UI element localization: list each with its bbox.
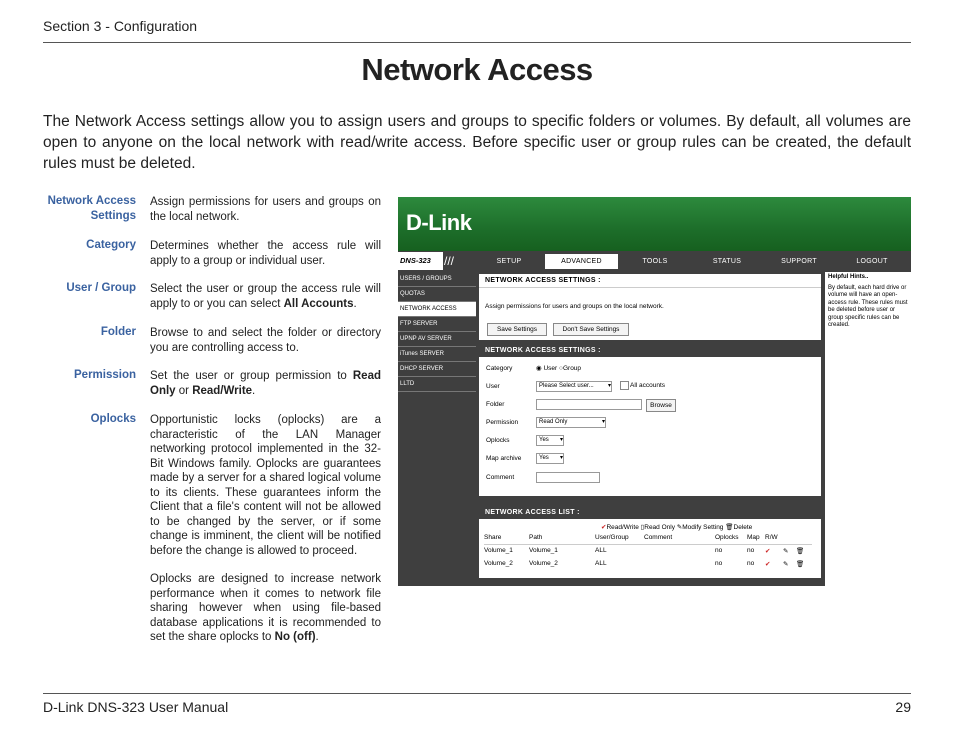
edit-icon[interactable]: ✎ [783,548,789,555]
check-icon: ✔ [601,524,607,531]
radio-user-icon[interactable]: ◉ [536,365,542,372]
sidebar-item-lltd[interactable]: LLTD [398,377,476,392]
col-oplocks: Oplocks [715,534,739,541]
comment-label: Comment [486,474,515,481]
settings-intro-box [479,274,821,340]
map-archive-select[interactable]: Yes ▾ [536,453,564,464]
model-slash-icon: /// [444,254,455,268]
folder-label: Folder [486,401,505,408]
cell-path: Volume_2 [529,560,558,567]
dlink-banner [398,197,911,251]
sidebar [398,272,476,392]
user-select[interactable]: Please Select user... ▾ [536,381,612,392]
definition-desc-2: Oplocks are designed to increase network performance when it comes to network file sharing however when using file-based database applications it is recommended to set the share oplocks to No (off). [150,573,381,643]
page-title: Network Access [361,52,593,87]
map-archive-label: Map archive [486,455,522,462]
edit-icon[interactable]: ✎ [783,561,789,568]
rw-check-icon: ✔ [765,548,771,555]
sidebar-item-quotas[interactable]: QUOTAS [398,287,476,302]
intro-paragraph: The Network Access settings allow you to assign users and groups to specific folders or volumes. By default, all volumes are open to anyone on the local network with read/write access. Before specific user or group rules can be created, the default rules must be deleted. [43,113,911,172]
access-settings-box [479,344,821,496]
chevron-down-icon: ▾ [559,437,563,443]
cell-oplocks: no [715,547,723,554]
top-tabs [475,254,911,269]
definition-term: Oplocks [90,413,136,425]
user-label: User [486,383,500,390]
definition-desc: Browse to and select the folder or directory you are controlling access to. [150,327,381,354]
folder-input[interactable] [536,399,642,410]
list-legend: ✔Read/Write ▯Read Only ✎Modify Setting 🗑Delete [601,524,753,531]
delete-icon: 🗑 [725,524,734,531]
permission-label: Permission [486,419,519,426]
cell-path: Volume_1 [529,547,558,554]
cell-user-group: ALL [595,547,607,554]
oplocks-select[interactable]: Yes ▾ [536,435,564,446]
chevron-down-icon: ▾ [601,419,605,425]
cell-map: no [747,560,755,567]
cell-user-group: ALL [595,560,607,567]
cell-map: no [747,547,755,554]
cell-share: Volume_1 [484,547,513,554]
chevron-down-icon: ▾ [559,455,563,461]
hints-text: By default, each hard drive or volume will have an open-access rule. These rules must be deleted before user or group specific rules can be created. [828,284,908,328]
oplocks-label: Oplocks [486,437,510,444]
box-title: NETWORK ACCESS SETTINGS : [479,274,821,288]
definition-term: Permission [74,369,136,381]
edit-icon: ✎ [676,524,683,531]
sidebar-item-network-access[interactable]: NETWORK ACCESS [398,302,476,317]
model-label: DNS-323 [398,252,443,270]
helpful-hints [825,272,911,586]
all-accounts-checkbox[interactable]: All accounts [620,381,665,390]
permission-select[interactable]: Read Only ▾ [536,417,606,428]
sidebar-item-upnp-av-server[interactable]: UPNP AV SERVER [398,332,476,347]
col-share: Share [484,534,502,541]
browse-button[interactable]: Browse [646,399,676,412]
radio-user-label: User [543,365,558,372]
tab-advanced[interactable]: ADVANCED [545,254,618,269]
col-rw: R/W [765,534,778,541]
checkbox-icon[interactable] [620,381,629,390]
col-map: Map [747,534,760,541]
cell-oplocks: no [715,560,723,567]
footer-manual-title: D-Link DNS-323 User Manual [43,699,229,715]
box-title: NETWORK ACCESS LIST : [479,506,821,519]
tab-logout[interactable]: LOGOUT [856,258,888,265]
chevron-down-icon: ▾ [607,383,611,389]
definition-desc: Assign permissions for users and groups on the local network. [150,196,381,223]
header-divider [43,42,911,43]
definition-desc: Select the user or group the access rule will apply to or you can select All Accounts. [150,283,381,310]
box-text: Assign permissions for users and groups on the local network. [485,303,664,310]
cell-share: Volume_2 [484,560,513,567]
section-label: Section 3 - Configuration [43,18,198,34]
delete-icon[interactable]: 🗑 [796,548,805,555]
tab-tools[interactable]: TOOLS [642,258,668,265]
category-radios [536,364,581,372]
page-number: 29 [895,699,911,715]
sidebar-item-ftp-server[interactable]: FTP SERVER [398,317,476,332]
footer-divider [43,693,911,694]
category-label: Category [486,365,513,372]
tab-support[interactable]: SUPPORT [781,258,817,265]
table-header [484,534,812,545]
delete-icon[interactable]: 🗑 [796,561,805,568]
definition-term: Network Access Settings [47,195,136,222]
sidebar-item-itunes-server[interactable]: iTunes SERVER [398,347,476,362]
dont-save-settings-button[interactable]: Don't Save Settings [553,323,629,336]
definition-desc: Set the user or group permission to Read Only or Read/Write. [150,370,381,397]
access-list-box [479,506,821,578]
tab-setup[interactable]: SETUP [496,258,522,265]
save-settings-button[interactable]: Save Settings [487,323,547,336]
dlink-logo: D-Link [406,210,472,235]
definition-term: Category [86,239,136,251]
rw-check-icon: ✔ [765,561,771,568]
sidebar-item-users-groups[interactable]: USERS / GROUPS [398,272,476,287]
comment-input[interactable] [536,472,600,483]
hints-title: Helpful Hints.. [828,274,869,280]
definition-term: User / Group [66,282,136,294]
definition-desc: Opportunistic locks (oplocks) are a characteristic of the LAN Manager networking protocol implemented in the 32-Bit Windows family. Oplocks are guarantees made by a server for a shared logical volume to its clients. These guarantees inform the Client that a file's content will not be allowed to be changed by the server, or if some change is imminent, the client will be notified before the change is allowed to proceed. [150,414,381,557]
sidebar-item-dhcp-server[interactable]: DHCP SERVER [398,362,476,377]
col-comment: Comment [644,534,673,541]
definition-desc: Determines whether the access rule will apply to a group or individual user. [150,240,381,267]
definition-term: Folder [100,326,136,338]
tab-status[interactable]: STATUS [712,258,742,265]
radio-group-label: Group [562,365,582,372]
col-user-group: User/Group [595,534,629,541]
col-path: Path [529,534,543,541]
radio-group-icon[interactable]: ○ [559,365,563,372]
box-title: NETWORK ACCESS SETTINGS : [479,344,821,357]
network-access-screenshot [398,197,911,586]
doc-icon: ▯ [640,524,645,531]
